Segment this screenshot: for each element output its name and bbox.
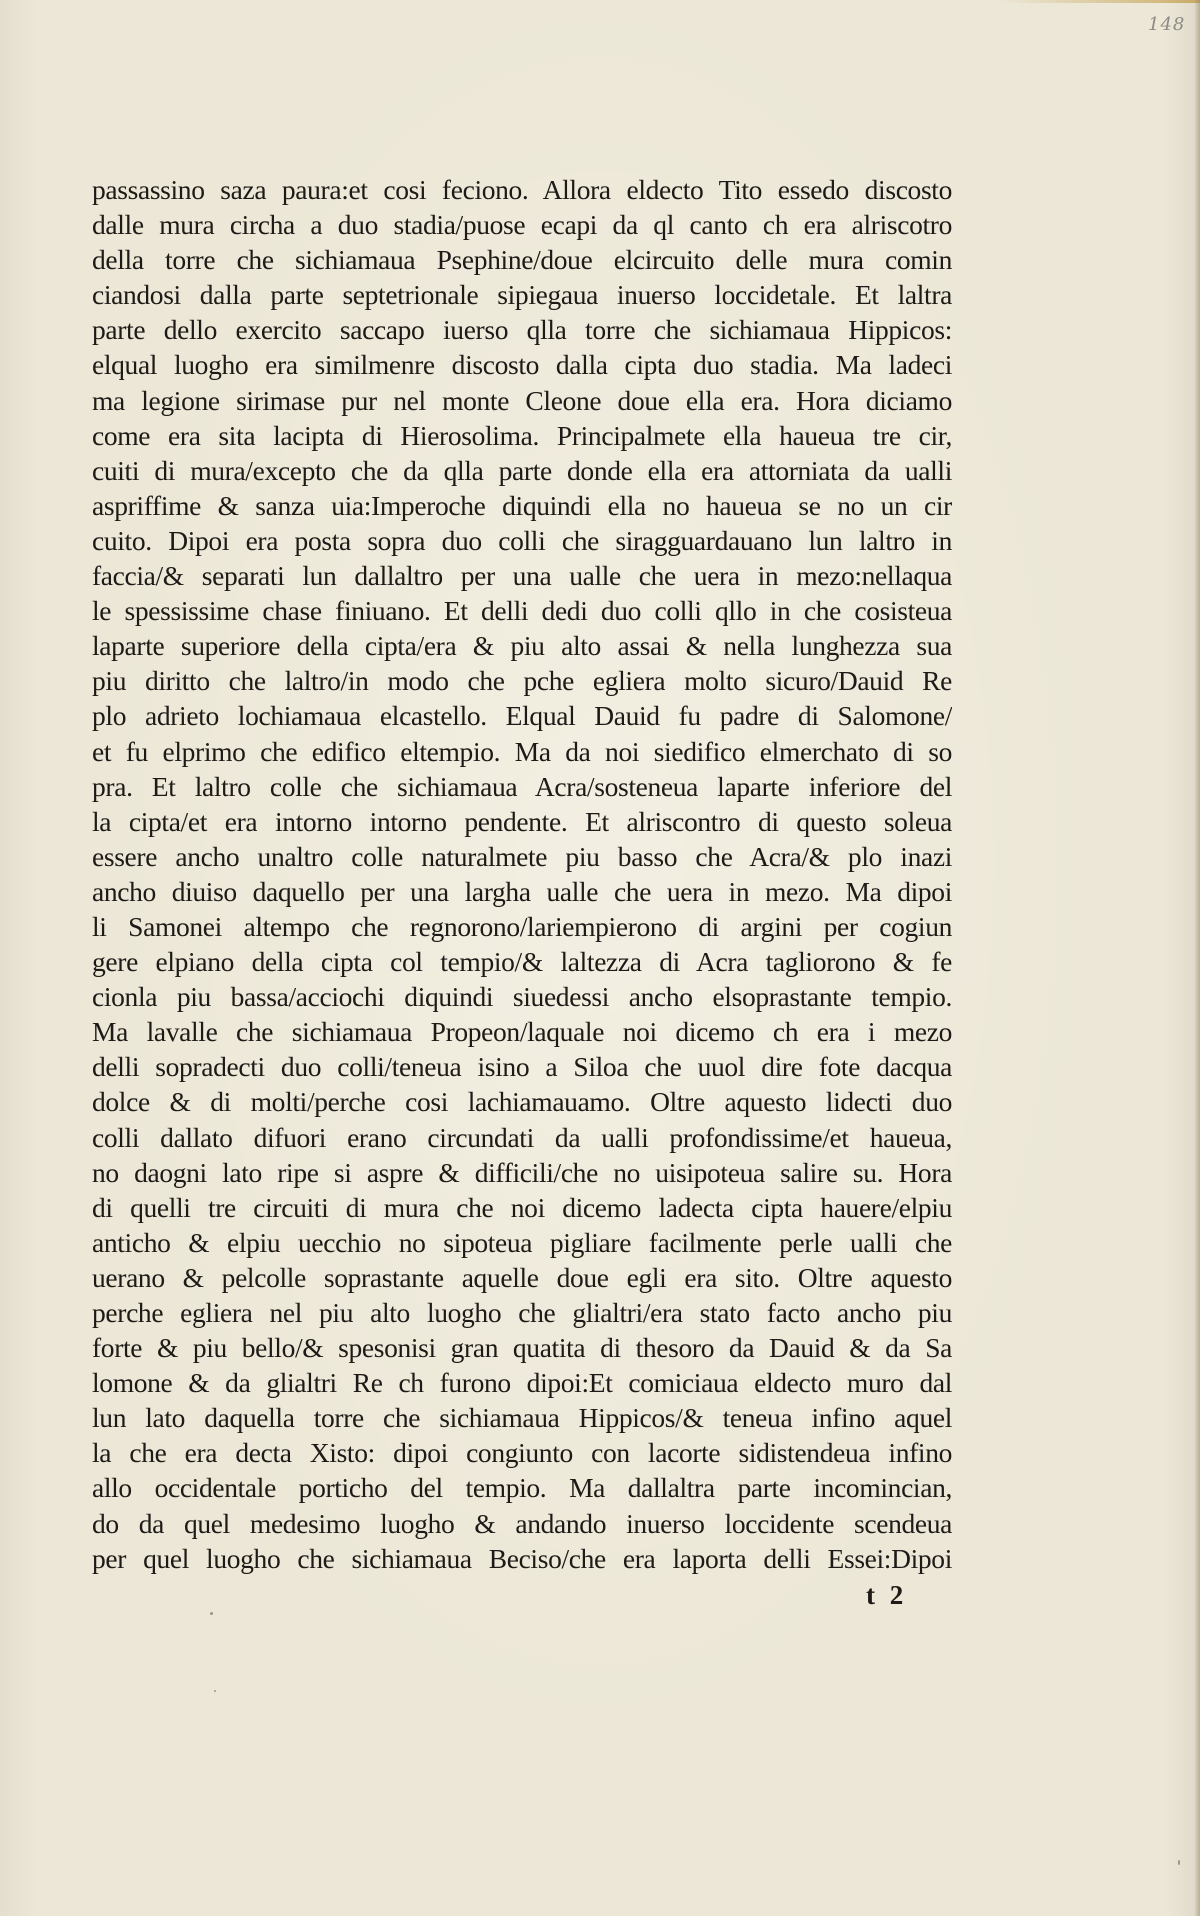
- text-line: uerano & pelcolle soprastante aquelle doue egli era sito. Oltre aquesto: [92, 1261, 952, 1293]
- text-line: et fu elprimo che edifico eltempio. Ma da noi siedifico elmerchato di so: [92, 735, 952, 767]
- text-line: come era sita lacipta di Hierosolima. Principalmete ella haueua tre cir,: [92, 419, 952, 451]
- signature-mark: t 2: [866, 1580, 908, 1610]
- text-line: do da quel medesimo luogho & andando inuerso loccidente scendeua: [92, 1507, 952, 1539]
- text-line: la che era decta Xisto: dipoi congiunto con lacorte sidistendeua infino: [92, 1437, 952, 1469]
- text-line: cuito. Dipoi era posta sopra duo colli che siragguardauano lun laltro in: [92, 524, 952, 556]
- text-line: dolce & di molti/perche cosi lachiamauamo. Oltre aquesto lidecti duo: [92, 1086, 952, 1118]
- text-line: forte & piu bello/& spesonisi gran quatita di thesoro da Dauid & da Sa: [92, 1332, 952, 1364]
- text-line: cionla piu bassa/acciochi diquindi siuedessi ancho elsoprastante tempio.: [92, 981, 952, 1013]
- page-edge-right: [1194, 0, 1200, 1916]
- text-line: essere ancho unaltro colle naturalmete piu basso che Acra/& plo inazi: [92, 840, 952, 872]
- text-line: no daogni lato ripe si aspre & difficili/che no uisipoteua salire su. Hora: [92, 1156, 952, 1188]
- text-block: [92, 172, 952, 1576]
- text-line: ma legione sirimase pur nel monte Cleone doue ella era. Hora diciamo: [92, 384, 952, 416]
- text-line: passassino saza paura:et cosi feciono. Allora eldecto Tito essedo discosto: [92, 174, 952, 205]
- paper-speck: [1178, 1860, 1180, 1865]
- text-line: perche egliera nel piu alto luogho che glialtri/era stato facto ancho piu: [92, 1297, 952, 1328]
- text-line: della torre che sichiamaua Psephine/doue elcircuito delle mura comin: [92, 244, 952, 276]
- text-line: elqual luogho era similmenre discosto dalla cipta duo stadia. Ma ladeci: [92, 349, 952, 381]
- text-line: la cipta/et era intorno intorno pendente. Et alriscontro di questo soleua: [92, 805, 952, 837]
- folio-number: 148: [1148, 14, 1186, 35]
- text-line: anticho & elpiu uecchio no sipoteua pigliare facilmente perle ualli che: [92, 1226, 952, 1258]
- page-edge-top: [1000, 0, 1200, 3]
- text-line: per quel luogho che sichiamaua Beciso/che era laporta delli Essei:Dipoi: [92, 1542, 952, 1574]
- text-line: Ma lavalle che sichiamaua Propeon/laquale noi dicemo ch era i mezo: [92, 1016, 952, 1048]
- text-line: gere elpiano della cipta col tempio/& laltezza di Acra tagliorono & fe: [92, 946, 952, 978]
- text-line: ciandosi dalla parte septetrionale sipiegaua inuerso loccidetale. Et laltra: [92, 279, 952, 311]
- text-line: ancho diuiso daquello per una largha ualle che uera in mezo. Ma dipoi: [92, 875, 952, 907]
- text-line: di quelli tre circuiti di mura che noi dicemo ladecta cipta hauere/elpiu: [92, 1191, 952, 1223]
- text-line: le spessissime chase finiuano. Et delli dedi duo colli qllo in che cosisteua: [92, 595, 952, 627]
- text-line: laparte superiore della cipta/era & piu alto assai & nella lunghezza sua: [92, 630, 952, 662]
- text-line: faccia/& separati lun dallaltro per una ualle che uera in mezo:nellaqua: [92, 560, 952, 592]
- text-line: pra. Et laltro colle che sichiamaua Acra/sosteneua laparte inferiore del: [92, 770, 952, 802]
- text-line: delli sopradecti duo colli/teneua isino a Siloa che uuol dire fote dacqua: [92, 1051, 952, 1083]
- text-line: colli dallato difuori erano circundati da ualli profondissime/et haueua,: [92, 1121, 952, 1153]
- text-line: aspriffime & sanza uia:Imperoche diquindi ella no haueua se no un cir: [92, 489, 952, 521]
- text-line: plo adrieto lochiamaua elcastello. Elqual Dauid fu padre di Salomone/: [92, 700, 952, 732]
- paper-speck: [214, 1690, 216, 1692]
- text-line: li Samonei altempo che regnorono/lariempierono di argini per cogiun: [92, 910, 952, 942]
- text-line: allo occidentale porticho del tempio. Ma dallaltra parte incomincian,: [92, 1472, 952, 1504]
- text-line: dalle mura circha a duo stadia/puose ecapi da ql canto ch era alriscotro: [92, 209, 952, 241]
- text-line: parte dello exercito saccapo iuerso qlla torre che sichiamaua Hippicos:: [92, 314, 952, 346]
- paper-speck: [210, 1612, 213, 1615]
- text-line: piu diritto che laltro/in modo che pche egliera molto sicuro/Dauid Re: [92, 665, 952, 697]
- text-line: lun lato daquella torre che sichiamaua Hippicos/& teneua infino aquel: [92, 1402, 952, 1434]
- text-line: lomone & da glialtri Re ch furono dipoi:Et comiciaua eldecto muro dal: [92, 1367, 952, 1399]
- text-line: cuiti di mura/excepto che da qlla parte donde ella era attorniata da ualli: [92, 454, 952, 486]
